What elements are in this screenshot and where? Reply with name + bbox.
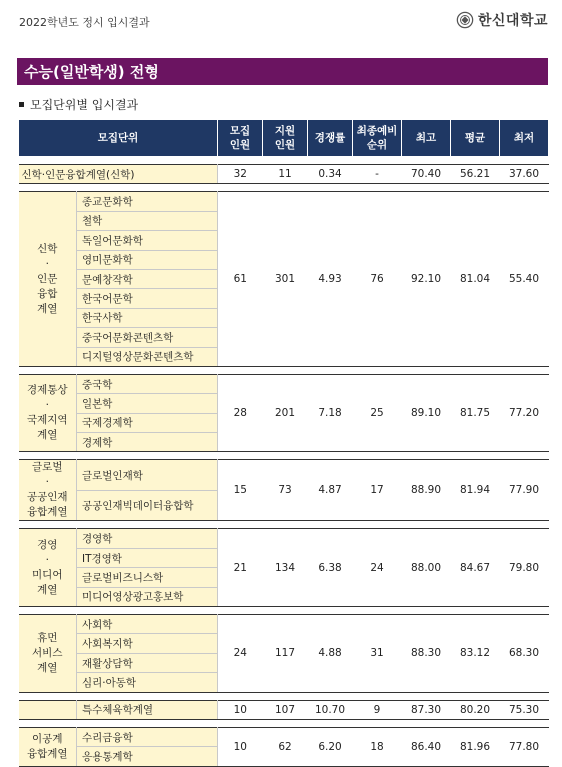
group-spacer — [19, 521, 549, 529]
group-name-cell — [19, 700, 77, 719]
section-heading-label: 모집단위별 입시결과 — [30, 98, 139, 112]
value-waitlist: 76 — [353, 192, 402, 367]
value-min: 37.60 — [500, 165, 549, 184]
group-spacer — [19, 184, 549, 192]
value-max: 88.00 — [402, 529, 451, 607]
group-name-cell: 경영 · 미디어 계열 — [19, 529, 77, 607]
value-min: 79.80 — [500, 529, 549, 607]
department-cell: 일본학 — [77, 394, 218, 413]
group-spacer — [19, 719, 549, 727]
group-spacer — [19, 157, 549, 165]
admission-results-table — [18, 119, 549, 767]
col-header-applicants: 지원 인원 — [263, 120, 308, 157]
col-header-waitlist: 최종예비 순위 — [353, 120, 402, 157]
department-cell: 미디어영상광고홍보학 — [77, 587, 218, 606]
value-avg: 81.75 — [451, 374, 500, 452]
table-row — [19, 165, 549, 184]
value-applicants: 107 — [263, 700, 308, 719]
value-avg: 80.20 — [451, 700, 500, 719]
value-waitlist: 18 — [353, 727, 402, 766]
square-bullet-icon — [19, 102, 24, 107]
department-cell: 디지털영상문화콘텐츠학 — [77, 347, 218, 366]
department-cell: IT경영학 — [77, 548, 218, 567]
col-header-min: 최저 — [500, 120, 549, 157]
department-cell: 한국사학 — [77, 308, 218, 327]
department-cell: 심리·아동학 — [77, 673, 218, 692]
department-cell: 문예창작학 — [77, 269, 218, 288]
university-logo-text: 한신대학교 — [477, 13, 548, 29]
value-max: 87.30 — [402, 700, 451, 719]
university-seal-icon — [456, 11, 474, 29]
value-applicants: 73 — [263, 460, 308, 521]
department-cell: 공공인재빅데이터융합학 — [77, 490, 218, 521]
value-quota: 10 — [218, 727, 263, 766]
table-row — [19, 700, 549, 719]
value-min: 77.80 — [500, 727, 549, 766]
page-title: 수능(일반학생) 전형 — [17, 58, 548, 85]
value-ratio: 4.93 — [308, 192, 353, 367]
department-cell: 경영학 — [77, 529, 218, 548]
table-row — [19, 529, 549, 548]
value-ratio: 0.34 — [308, 165, 353, 184]
group-spacer — [19, 452, 549, 460]
value-quota: 32 — [218, 165, 263, 184]
value-min: 68.30 — [500, 615, 549, 693]
value-avg: 81.96 — [451, 727, 500, 766]
table-row — [19, 727, 549, 746]
value-avg: 56.21 — [451, 165, 500, 184]
value-applicants: 11 — [263, 165, 308, 184]
department-cell: 응용통계학 — [77, 747, 218, 766]
table-header-row — [19, 120, 549, 157]
department-cell: 재활상담학 — [77, 653, 218, 672]
group-name-cell: 글로벌 · 공공인재 융합계열 — [19, 460, 77, 521]
value-quota: 28 — [218, 374, 263, 452]
department-cell: 국제경제학 — [77, 413, 218, 432]
university-logo — [456, 10, 548, 30]
group-name-cell: 이공계 융합계열 — [19, 727, 77, 766]
value-max: 70.40 — [402, 165, 451, 184]
value-waitlist: 31 — [353, 615, 402, 693]
table-row — [19, 374, 549, 393]
value-waitlist: 17 — [353, 460, 402, 521]
col-header-max: 최고 — [402, 120, 451, 157]
value-waitlist: - — [353, 165, 402, 184]
value-max: 92.10 — [402, 192, 451, 367]
value-ratio: 6.38 — [308, 529, 353, 607]
group-name-cell: 신학 · 인문 융합 계열 — [19, 192, 77, 367]
department-cell: 중국어문화콘텐츠학 — [77, 328, 218, 347]
value-quota: 10 — [218, 700, 263, 719]
group-spacer — [19, 366, 549, 374]
value-avg: 83.12 — [451, 615, 500, 693]
value-waitlist: 24 — [353, 529, 402, 607]
group-name-cell: 휴먼 서비스 계열 — [19, 615, 77, 693]
department-cell: 특수체육학계열 — [77, 700, 218, 719]
value-min: 75.30 — [500, 700, 549, 719]
value-max: 88.90 — [402, 460, 451, 521]
value-ratio: 4.87 — [308, 460, 353, 521]
department-cell: 한국어문학 — [77, 289, 218, 308]
group-spacer — [19, 607, 549, 615]
department-cell: 철학 — [77, 211, 218, 230]
col-header-unit: 모집단위 — [19, 120, 218, 157]
group-name-cell: 경제통상 · 국제지역 계열 — [19, 374, 77, 452]
value-quota: 24 — [218, 615, 263, 693]
department-cell: 독일어문화학 — [77, 231, 218, 250]
table-row — [19, 192, 549, 211]
value-applicants: 301 — [263, 192, 308, 367]
value-min: 55.40 — [500, 192, 549, 367]
col-header-quota: 모집 인원 — [218, 120, 263, 157]
document-year-title: 2022학년도 정시 입시결과 — [19, 16, 150, 29]
value-applicants: 134 — [263, 529, 308, 607]
table-row — [19, 615, 549, 634]
department-cell: 종교문화학 — [77, 192, 218, 211]
value-avg: 84.67 — [451, 529, 500, 607]
value-quota: 21 — [218, 529, 263, 607]
department-cell: 글로벌인재학 — [77, 460, 218, 491]
department-cell: 중국학 — [77, 374, 218, 393]
department-cell: 사회복지학 — [77, 634, 218, 653]
value-applicants: 117 — [263, 615, 308, 693]
group-spacer — [19, 692, 549, 700]
value-waitlist: 9 — [353, 700, 402, 719]
value-quota: 61 — [218, 192, 263, 367]
value-max: 86.40 — [402, 727, 451, 766]
value-ratio: 6.20 — [308, 727, 353, 766]
value-avg: 81.94 — [451, 460, 500, 521]
value-quota: 15 — [218, 460, 263, 521]
value-ratio: 7.18 — [308, 374, 353, 452]
value-applicants: 62 — [263, 727, 308, 766]
value-min: 77.90 — [500, 460, 549, 521]
col-header-ratio: 경쟁률 — [308, 120, 353, 157]
department-cell: 사회학 — [77, 615, 218, 634]
value-max: 88.30 — [402, 615, 451, 693]
department-cell: 영미문화학 — [77, 250, 218, 269]
section-heading — [19, 96, 138, 113]
col-header-avg: 평균 — [451, 120, 500, 157]
value-min: 77.20 — [500, 374, 549, 452]
value-avg: 81.04 — [451, 192, 500, 367]
group-name-cell: 신학·인문융합계열(신학) — [19, 165, 218, 184]
value-waitlist: 25 — [353, 374, 402, 452]
department-cell: 경제학 — [77, 433, 218, 452]
value-ratio: 10.70 — [308, 700, 353, 719]
table-row — [19, 460, 549, 491]
value-applicants: 201 — [263, 374, 308, 452]
department-cell: 수리금융학 — [77, 727, 218, 746]
value-ratio: 4.88 — [308, 615, 353, 693]
value-max: 89.10 — [402, 374, 451, 452]
department-cell: 글로벌비즈니스학 — [77, 568, 218, 587]
